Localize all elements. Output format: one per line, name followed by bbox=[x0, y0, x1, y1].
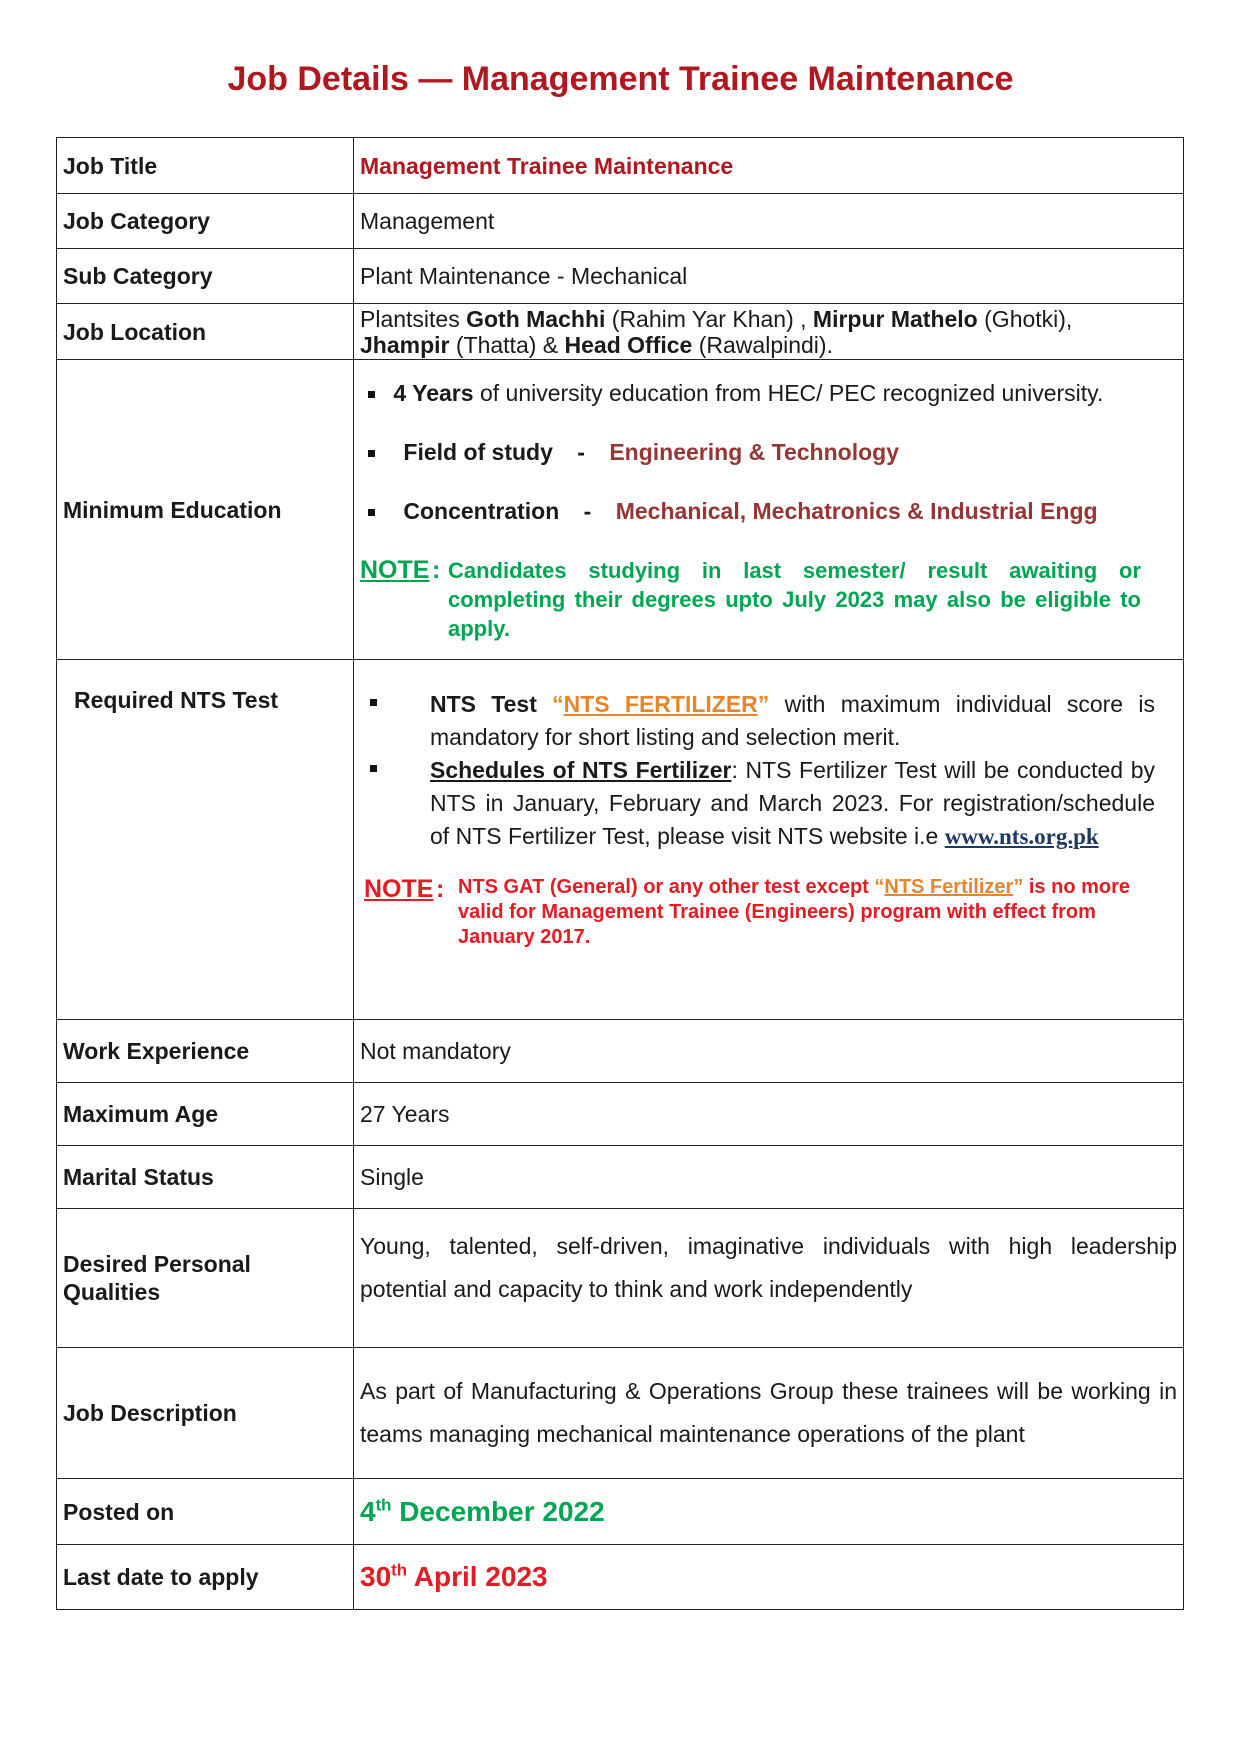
table-row bbox=[57, 1209, 1184, 1348]
note-colon: : bbox=[432, 556, 441, 584]
personal-qualities-label: Desired Personal Qualities bbox=[57, 1209, 354, 1348]
posted-on-label: Posted on bbox=[57, 1479, 354, 1545]
nts-test-value bbox=[354, 660, 1184, 1020]
nts-bullet-text bbox=[430, 688, 1155, 754]
job-title-label: Job Title bbox=[57, 138, 354, 194]
bullet-icon bbox=[368, 450, 375, 457]
note-colon: : bbox=[436, 875, 445, 903]
table-row bbox=[57, 138, 1184, 194]
nts-note-text-2: is no more valid for Management Trainee (Engineers) program with effect from January 2017. bbox=[458, 876, 1131, 948]
table-row bbox=[57, 1020, 1184, 1083]
bullet-icon bbox=[370, 765, 377, 772]
location-head-office: Head Office bbox=[564, 331, 693, 358]
job-description-label: Job Description bbox=[57, 1348, 354, 1479]
last-date-suffix: th bbox=[391, 1560, 407, 1580]
last-date-label: Last date to apply bbox=[57, 1545, 354, 1610]
bullet-icon bbox=[370, 699, 377, 706]
location-text: (Ghotki), bbox=[977, 305, 1073, 332]
note-label: NOTE bbox=[360, 556, 430, 584]
job-location-label: Job Location bbox=[57, 304, 354, 360]
table-row bbox=[57, 194, 1184, 249]
quote-mark: ” bbox=[757, 691, 770, 717]
personal-qualities-value: Young, talented, self-driven, imaginative individuals with high leadership potential and capacity to think and work independently bbox=[354, 1209, 1184, 1348]
table-row bbox=[57, 1348, 1184, 1479]
bullet-icon bbox=[368, 391, 375, 398]
max-age-label: Maximum Age bbox=[57, 1083, 354, 1146]
education-text: of university education from HEC/ PEC recognized university. bbox=[473, 380, 1104, 406]
education-bullet bbox=[360, 497, 1177, 525]
table-row bbox=[57, 1146, 1184, 1209]
table-row bbox=[57, 360, 1184, 660]
last-date-rest: April 2023 bbox=[407, 1561, 548, 1592]
nts-test-label-text: Required NTS Test bbox=[74, 687, 279, 713]
sub-category-label: Sub Category bbox=[57, 249, 354, 304]
min-education-value bbox=[354, 360, 1184, 660]
table-row bbox=[57, 660, 1184, 1020]
nts-fertilizer-link[interactable]: NTS FERTILIZER bbox=[563, 691, 758, 717]
posted-rest: December 2022 bbox=[391, 1495, 605, 1527]
posted-suffix: th bbox=[375, 1495, 392, 1515]
note-text: Candidates studying in last semester/ result awaiting or completing their degrees upto July 2023 may also be eligible to apply. bbox=[448, 558, 1141, 641]
quote-mark: “ bbox=[874, 876, 885, 898]
table-row bbox=[57, 1545, 1184, 1610]
nts-bullet-text bbox=[430, 754, 1155, 853]
bullet-icon bbox=[368, 509, 375, 516]
sub-category-value: Plant Maintenance - Mechanical bbox=[354, 249, 1184, 304]
table-row bbox=[57, 1083, 1184, 1146]
last-date-value bbox=[354, 1545, 1184, 1610]
note-label: NOTE bbox=[364, 875, 434, 903]
education-years: 4 Years bbox=[393, 380, 474, 406]
quote-mark: “ bbox=[552, 691, 564, 717]
work-experience-value: Not mandatory bbox=[354, 1020, 1184, 1083]
schedules-heading: Schedules of NTS Fertilizer bbox=[430, 757, 732, 783]
nts-test-text: with maximum individual score is mandatory for short listing and selection merit. bbox=[430, 691, 1155, 750]
location-text: (Rawalpindi). bbox=[692, 331, 833, 358]
nts-website-link[interactable]: www.nts.org.pk bbox=[944, 824, 1099, 849]
job-title-value: Management Trainee Maintenance bbox=[354, 138, 1184, 194]
location-mirpur-mathelo: Mirpur Mathelo bbox=[812, 305, 978, 332]
concentration-label: Concentration bbox=[403, 498, 560, 524]
table-row bbox=[57, 249, 1184, 304]
education-bullet bbox=[360, 379, 1177, 407]
nts-bullet bbox=[360, 688, 1177, 754]
nts-note-text bbox=[458, 875, 1148, 950]
job-description-value: As part of Manufacturing & Operations Group these trainees will be working in teams managing mechanical maintenance operations of the plant bbox=[354, 1348, 1184, 1479]
nts-note bbox=[360, 875, 1177, 950]
location-text: Plantsites bbox=[360, 305, 467, 332]
posted-day: 4 bbox=[360, 1495, 376, 1527]
min-education-label: Minimum Education bbox=[57, 360, 354, 660]
page-title: Job Details — Management Trainee Maintenance bbox=[227, 60, 1014, 98]
location-text: (Thatta) & bbox=[449, 331, 565, 358]
field-of-study-value: Engineering & Technology bbox=[609, 439, 899, 465]
location-jhampir: Jhampir bbox=[360, 331, 450, 358]
work-experience-label: Work Experience bbox=[57, 1020, 354, 1083]
quote-mark: ” bbox=[1013, 876, 1024, 898]
location-goth-machhi: Goth Machhi bbox=[466, 305, 606, 332]
job-category-label: Job Category bbox=[57, 194, 354, 249]
education-note bbox=[360, 556, 1177, 643]
nts-bullet bbox=[360, 754, 1177, 853]
max-age-value: 27 Years bbox=[354, 1083, 1184, 1146]
posted-on-value bbox=[354, 1479, 1184, 1545]
field-of-study-dash: - bbox=[577, 439, 585, 465]
job-location-value bbox=[354, 304, 1184, 360]
concentration-dash: - bbox=[583, 498, 592, 524]
last-date-day: 30 bbox=[360, 1561, 392, 1592]
field-of-study-label: Field of study bbox=[403, 439, 553, 465]
location-text: (Rahim Yar Khan) , bbox=[605, 305, 813, 332]
nts-test-label bbox=[57, 660, 354, 1020]
nts-test-pre: NTS Test bbox=[430, 691, 553, 717]
nts-note-text-1: NTS GAT (General) or any other test except bbox=[458, 876, 875, 898]
marital-status-value: Single bbox=[354, 1146, 1184, 1209]
education-bullet bbox=[360, 438, 1177, 466]
table-row bbox=[57, 1479, 1184, 1545]
concentration-value: Mechanical, Mechatronics & Industrial Engg bbox=[615, 498, 1098, 524]
job-details-table bbox=[56, 137, 1184, 1610]
schedules-text: : NTS Fertilizer Test will be conducted by NTS in January, February and March 2023. For registration/schedule of NTS Fertilizer Test, please visit NTS website i.e bbox=[430, 757, 1155, 849]
table-row bbox=[57, 304, 1184, 360]
job-category-value: Management bbox=[354, 194, 1184, 249]
nts-fertilizer-note-link[interactable]: NTS Fertilizer bbox=[884, 876, 1014, 898]
marital-status-label: Marital Status bbox=[57, 1146, 354, 1209]
